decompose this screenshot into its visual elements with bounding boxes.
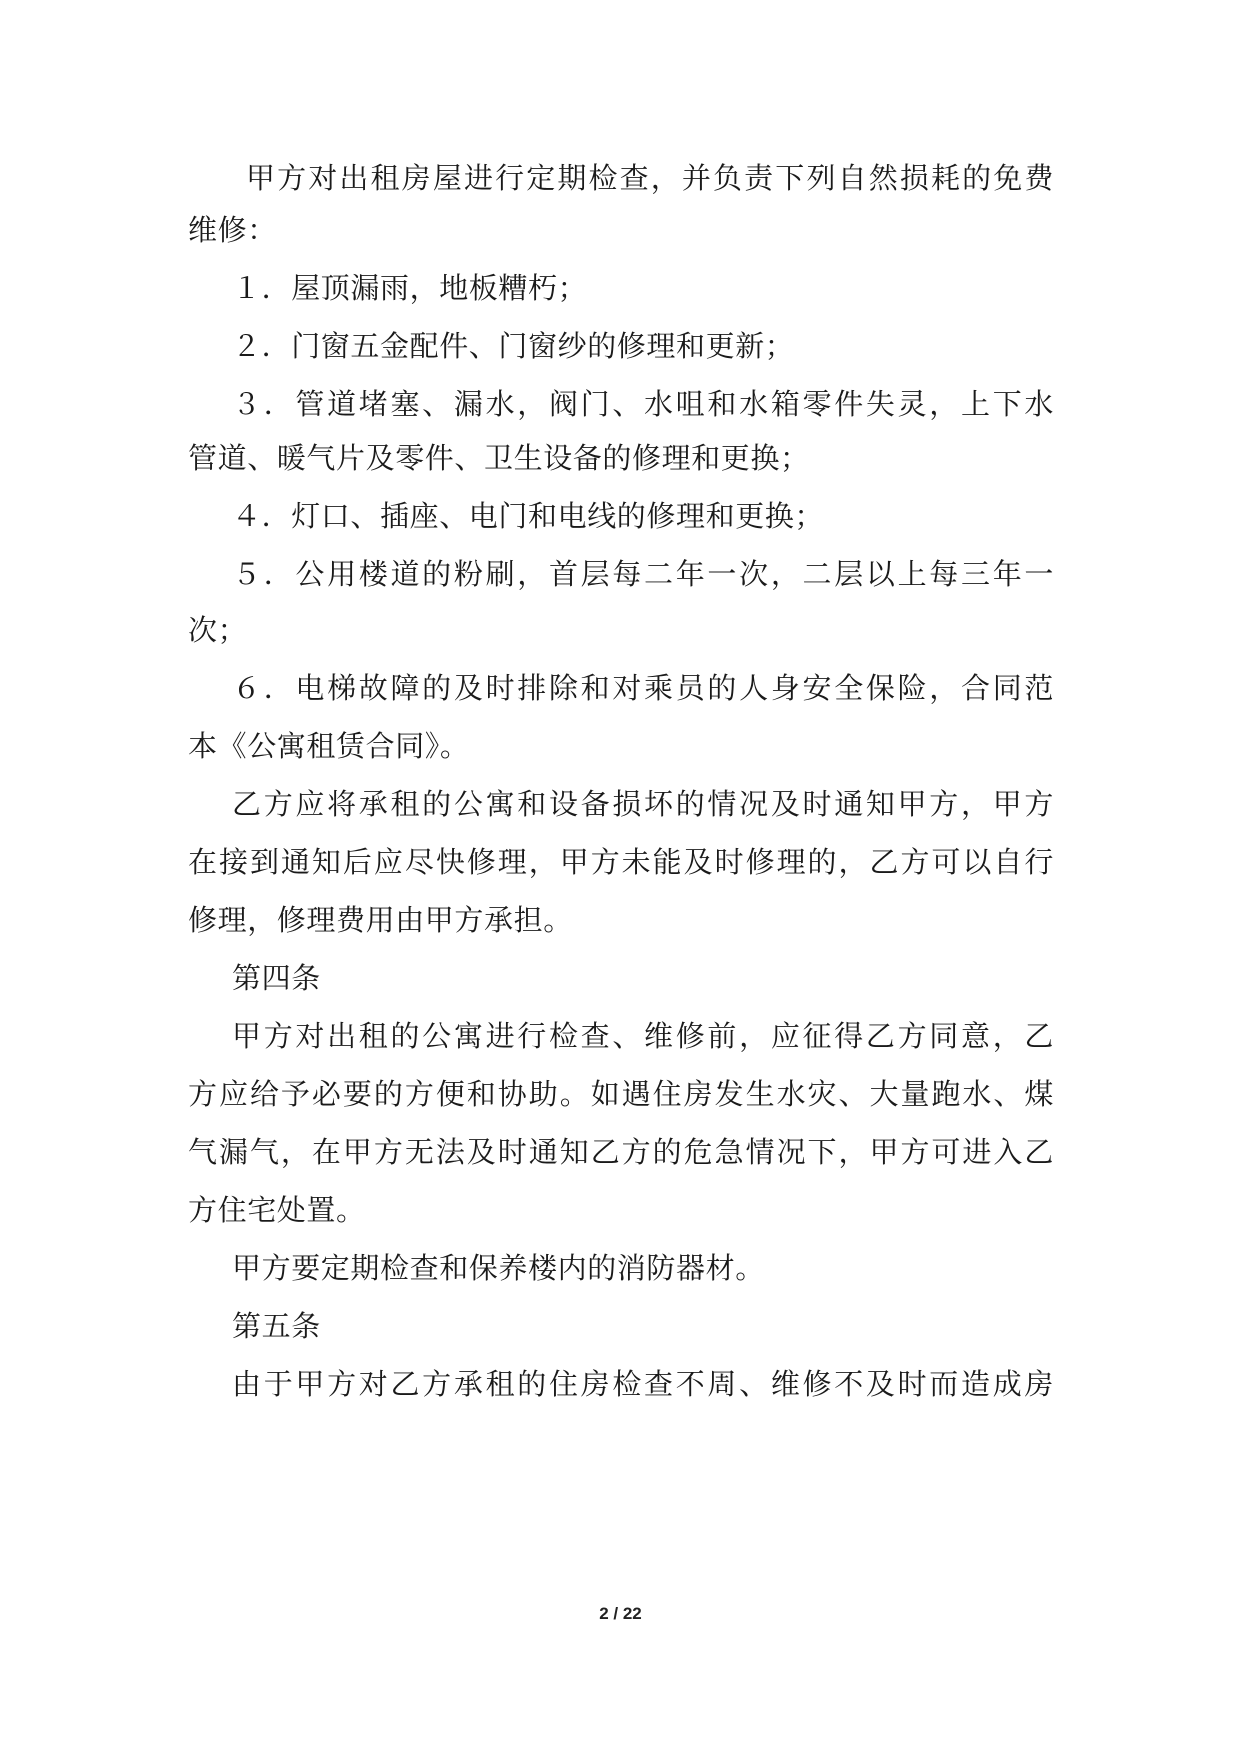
paragraph-line: 方住宅处置。 <box>188 1193 366 1227</box>
section-heading: 第五条 <box>232 1309 321 1343</box>
section-heading: 第四条 <box>232 961 321 995</box>
paragraph-line: 在接到通知后应尽快修理，甲方未能及时修理的，乙方可以自行 <box>188 845 1054 879</box>
paragraph-line: 由于甲方对乙方承租的住房检查不周、维修不及时而造成房 <box>232 1367 1054 1401</box>
list-item: ６．电梯故障的及时排除和对乘员的人身安全保险，合同范 <box>232 671 1054 705</box>
paragraph-line: 甲方对出租房屋进行定期检查，并负责下列自然损耗的免费 <box>246 161 1054 195</box>
paragraph-line: 气漏气，在甲方无法及时通知乙方的危急情况下，甲方可进入乙 <box>188 1135 1054 1169</box>
paragraph-line: 修理，修理费用由甲方承担。 <box>188 903 573 937</box>
list-item: ４．灯口、插座、电门和电线的修理和更换； <box>232 499 825 533</box>
page-number: 2 / 22 <box>599 1604 642 1623</box>
list-item-continuation: 次； <box>188 613 248 647</box>
paragraph-line: 维修： <box>188 213 277 247</box>
list-item: ２．门窗五金配件、门窗纱的修理和更新； <box>232 329 795 363</box>
paragraph-line: 甲方要定期检查和保养楼内的消防器材。 <box>232 1251 765 1285</box>
paragraph-line: 方应给予必要的方便和协助。如遇住房发生水灾、大量跑水、煤 <box>188 1077 1054 1111</box>
list-item: ３．管道堵塞、漏水，阀门、水咀和水箱零件失灵，上下水 <box>232 387 1054 421</box>
list-item-continuation: 本《公寓租赁合同》。 <box>188 729 470 763</box>
paragraph-line: 甲方对出租的公寓进行检查、维修前，应征得乙方同意，乙 <box>232 1019 1054 1053</box>
paragraph-line: 乙方应将承租的公寓和设备损坏的情况及时通知甲方，甲方 <box>232 787 1054 821</box>
list-item: １．屋顶漏雨，地板糟朽； <box>232 271 588 305</box>
list-item-continuation: 管道、暖气片及零件、卫生设备的修理和更换； <box>188 441 810 475</box>
list-item: ５．公用楼道的粉刷，首层每二年一次，二层以上每三年一 <box>232 557 1054 591</box>
